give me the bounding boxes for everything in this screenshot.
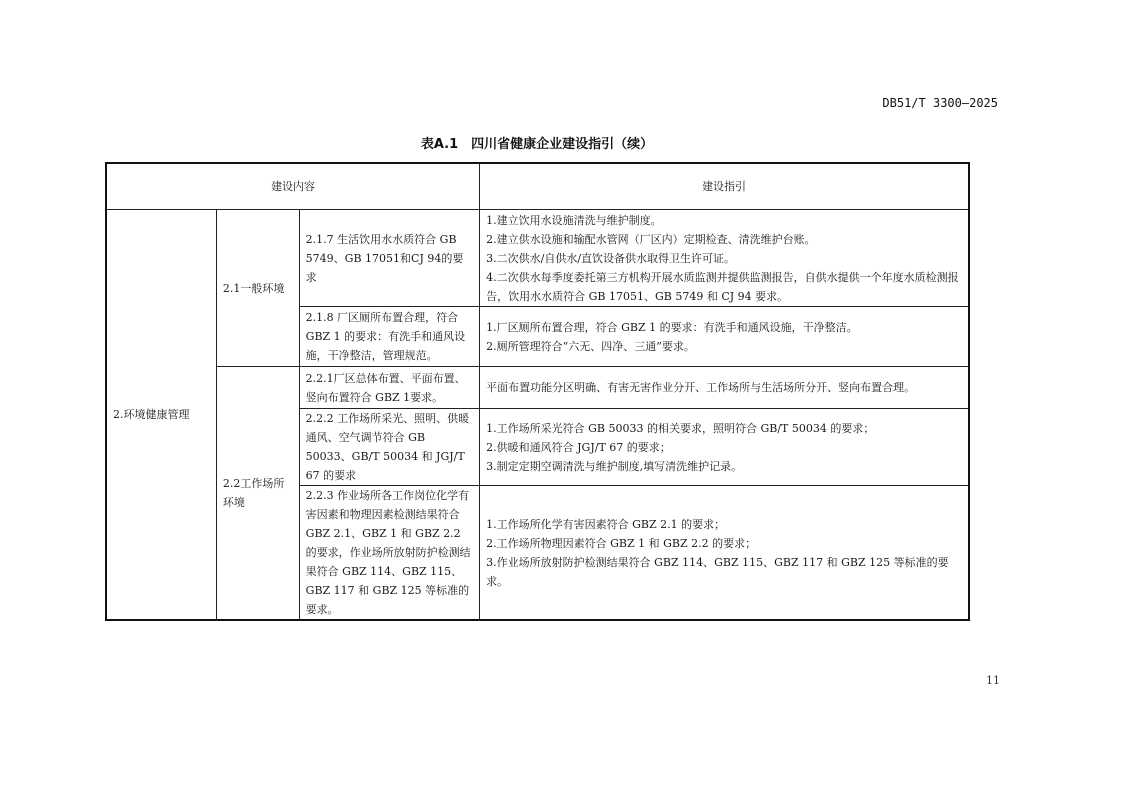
guide-line: 1.建立饮用水设施清洗与维护制度。 (486, 213, 662, 227)
guide-line: 平面布置功能分区明确、有害无害作业分开、工作场所与生活场所分开、竖向布置合理。 (486, 381, 916, 394)
column-header-guide: 建设指引 (480, 163, 969, 210)
item-cell (299, 486, 479, 621)
document-code: DB51/T 3300—2025 (882, 96, 998, 110)
guide-cell (480, 367, 969, 409)
item-cell (299, 307, 479, 367)
guide-line: 3.二次供水/自供水/直饮设备供水取得卫生许可证。 (486, 251, 736, 265)
item-cell (299, 409, 479, 486)
item-text: 2.1.8 厂区厕所布置合理，符合 GBZ 1 的要求：有洗手和通风设施，干净整洁，管理规范。 (305, 311, 466, 362)
section-cell-general-environment: 2.1一般环境 (216, 210, 299, 367)
guide-line: 2.建立供水设施和输配水管网（厂区内）定期检查、清洗维护台账。 (486, 232, 816, 246)
guide-cell (480, 409, 969, 486)
item-cell (299, 367, 479, 409)
guide-line: 3.制定定期空调清洗与维护制度,填写清洗维护记录。 (486, 459, 743, 473)
table-row (106, 367, 969, 409)
page-number: 11 (986, 674, 1000, 687)
table-header-row (106, 163, 969, 210)
guide-cell (480, 210, 969, 307)
item-text: 2.2.2 工作场所采光、照明、供暖通风、空气调节符合 GB 50033、GB/T 50034 和 JGJ/T 67 的要求 (305, 412, 470, 482)
guide-cell (480, 307, 969, 367)
item-text: 2.1.7 生活饮用水水质符合 GB 5749、GB 17051和CJ 94的要求 (305, 232, 464, 284)
guide-line: 3.作业场所放射防护检测结果符合 GBZ 114、GBZ 115、GBZ 117 和 GBZ 125 等标准的要求。 (486, 555, 949, 588)
guide-line: 1.工作场所采光符合 GB 50033 的相关要求，照明符合 GB/T 50034 的要求； (486, 421, 875, 435)
table-title: 表A.1 四川省健康企业建设指引（续） (420, 137, 654, 152)
item-text: 2.2.1厂区总体布置、平面布置、竖向布置符合 GBZ 1要求。 (305, 371, 466, 404)
guide-line: 1.工作场所化学有害因素符合 GBZ 2.1 的要求； (486, 517, 726, 531)
guide-line: 2.厕所管理符合“六无、四净、三通”要求。 (486, 339, 695, 353)
item-text: 2.2.3 作业场所各工作岗位化学有害因素和物理因素检测结果符合 GBZ 2.1、GBZ 1 和 GBZ 2.2 的要求，作业场所放射防护检测结果符合 GBZ 114、GBZ 115、GBZ 117 和 GBZ 125 等标准的要求。 (305, 489, 471, 616)
item-cell (299, 210, 479, 307)
guideline-table (105, 162, 970, 621)
guide-line: 2.工作场所物理因素符合 GBZ 1 和 GBZ 2.2 的要求； (486, 536, 757, 550)
guide-line: 2.供暖和通风符合 JGJ/T 67 的要求； (486, 440, 671, 454)
section-cell-workplace-environment: 2.2工作场所环境 (216, 367, 299, 621)
column-header-content: 建设内容 (106, 163, 480, 210)
guide-cell (480, 486, 969, 621)
guide-line: 1.厂区厕所布置合理，符合 GBZ 1 的要求：有洗手和通风设施，干净整洁。 (486, 320, 858, 334)
category-cell: 2.环境健康管理 (106, 210, 216, 621)
table-row (106, 210, 969, 307)
guide-line: 4.二次供水每季度委托第三方机构开展水质监测并提供监测报告，自供水提供一个年度水质检测报告，饮用水水质符合 GB 17051、GB 5749 和 CJ 94 要求。 (486, 270, 959, 303)
